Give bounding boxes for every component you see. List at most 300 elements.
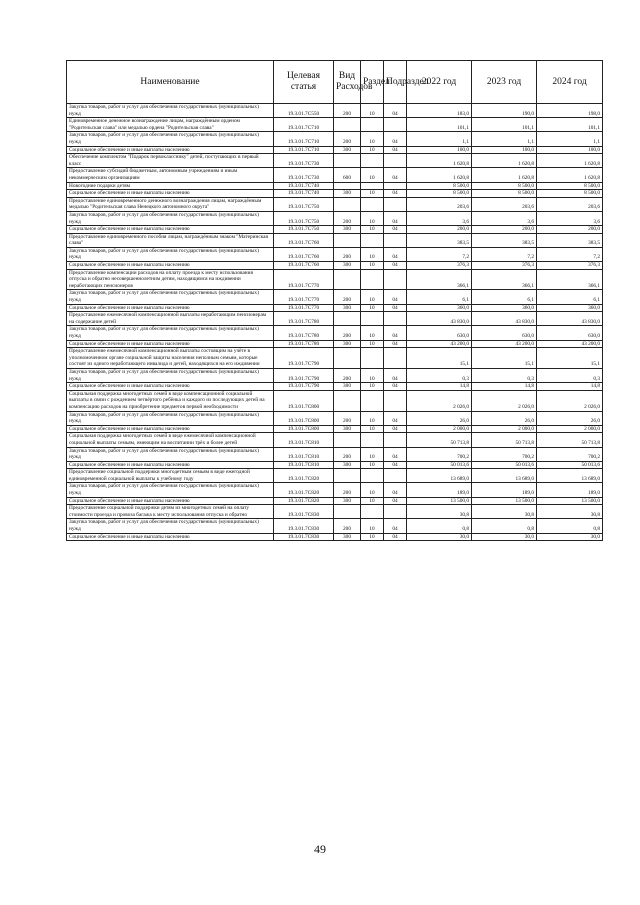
cell-2023: 15,1 xyxy=(472,348,537,369)
cell-section: 10 xyxy=(361,383,384,391)
table-row xyxy=(67,304,603,312)
cell-subsection xyxy=(384,154,407,168)
cell-target: 19.3.01.7С810 xyxy=(274,461,334,469)
cell-2022: 8 500,0 xyxy=(407,190,472,198)
cell-name: Закупка товаров, работ и услуг для обеспечения государственных (муниципальных) нужд xyxy=(67,447,274,461)
cell-kind: 200 xyxy=(334,104,361,118)
cell-target: 19.3.01.7С750 xyxy=(274,211,334,225)
cell-name: Предоставление компенсации расходов на оплату проезда к месту использования отпуска и обратно несовершеннолетним детям, находящимся на иждивении неработающих пенсионеров xyxy=(67,269,274,290)
cell-subsection: 04 xyxy=(384,519,407,533)
cell-2022: 200,0 xyxy=(407,226,472,234)
cell-2024: 8 500,0 xyxy=(537,182,603,190)
cell-2024: 101,1 xyxy=(537,118,603,132)
cell-name: Социальное обеспечение и иные выплаты населению xyxy=(67,425,274,433)
cell-2024: 26,0 xyxy=(537,411,603,425)
cell-subsection xyxy=(384,233,407,247)
cell-subsection: 04 xyxy=(384,146,407,154)
cell-target: 19.3.01.7С760 xyxy=(274,233,334,247)
cell-2024: 13 500,0 xyxy=(537,497,603,505)
table-row xyxy=(67,368,603,382)
cell-section xyxy=(361,312,384,326)
cell-2024: 189,0 xyxy=(537,483,603,497)
cell-2024: 3,6 xyxy=(537,211,603,225)
cell-target: 19.3.01.7С790 xyxy=(274,383,334,391)
table-row xyxy=(67,290,603,304)
cell-name: Закупка товаров, работ и услуг для обеспечения государственных (муниципальных) нужд xyxy=(67,326,274,340)
cell-name: Предоставление ежемесячной компенсационной выплаты состоящим на учёте в уполномоченном органе социальной защиты населения неполным семьям, которые состоят из одного неработающего инвалида и детей, находящихся на его иждивении xyxy=(67,348,274,369)
cell-name: Закупка товаров, работ и услуг для обеспечения государственных (муниципальных) нужд xyxy=(67,519,274,533)
cell-2022: 2 026,0 xyxy=(407,390,472,411)
cell-2024: 100,0 xyxy=(537,146,603,154)
cell-section: 10 xyxy=(361,497,384,505)
cell-name: Закупка товаров, работ и услуг для обеспечения государственных (муниципальных) нужд xyxy=(67,368,274,382)
cell-target: 19.3.01.7С710 xyxy=(274,118,334,132)
cell-name: Социальное обеспечение и иные выплаты населению xyxy=(67,497,274,505)
cell-2024: 1 620,8 xyxy=(537,154,603,168)
cell-subsection: 04 xyxy=(384,461,407,469)
cell-2023: 30,0 xyxy=(472,533,537,541)
cell-target: 19.3.01.7С730 xyxy=(274,154,334,168)
cell-section: 10 xyxy=(361,533,384,541)
cell-target: 19.3.01.7С820 xyxy=(274,497,334,505)
cell-subsection: 04 xyxy=(384,262,407,270)
cell-name: Закупка товаров, работ и услуг для обеспечения государственных (муниципальных) нужд xyxy=(67,483,274,497)
cell-2023: 6,1 xyxy=(472,290,537,304)
cell-section: 10 xyxy=(361,483,384,497)
table-row xyxy=(67,348,603,369)
cell-2024: 0,3 xyxy=(537,368,603,382)
cell-name: Социальное обеспечение и иные выплаты населению xyxy=(67,461,274,469)
cell-subsection: 04 xyxy=(384,326,407,340)
cell-subsection xyxy=(384,197,407,211)
cell-2024: 0,8 xyxy=(537,519,603,533)
cell-target: 19.3.01.7С770 xyxy=(274,269,334,290)
cell-target: 19.3.01.7С790 xyxy=(274,348,334,369)
cell-subsection xyxy=(384,269,407,290)
table-row xyxy=(67,519,603,533)
cell-target: 19.3.01.7С550 xyxy=(274,104,334,118)
table-row xyxy=(67,104,603,118)
cell-kind xyxy=(334,118,361,132)
cell-target: 19.3.01.7С750 xyxy=(274,197,334,211)
cell-2022: 366,1 xyxy=(407,269,472,290)
cell-2024: 700,2 xyxy=(537,447,603,461)
table-body xyxy=(67,104,603,541)
cell-target: 19.3.01.7С730 xyxy=(274,168,334,182)
cell-2023: 366,1 xyxy=(472,269,537,290)
cell-kind: 200 xyxy=(334,447,361,461)
cell-subsection: 04 xyxy=(384,483,407,497)
cell-kind xyxy=(334,390,361,411)
cell-name: Социальное обеспечение и иные выплаты населению xyxy=(67,533,274,541)
cell-section: 10 xyxy=(361,190,384,198)
cell-section xyxy=(361,348,384,369)
cell-kind: 200 xyxy=(334,368,361,382)
cell-2022: 630,0 xyxy=(407,326,472,340)
cell-2022: 360,0 xyxy=(407,304,472,312)
table-row xyxy=(67,132,603,146)
cell-kind: 300 xyxy=(334,340,361,348)
cell-2022: 26,0 xyxy=(407,411,472,425)
table-row xyxy=(67,168,603,182)
cell-kind xyxy=(334,348,361,369)
table-row xyxy=(67,226,603,234)
cell-2022: 189,0 xyxy=(407,483,472,497)
cell-2023: 50 013,6 xyxy=(472,461,537,469)
cell-target: 19.3.01.7С780 xyxy=(274,326,334,340)
cell-kind: 600 xyxy=(334,168,361,182)
cell-2022: 50 013,6 xyxy=(407,461,472,469)
cell-target: 19.3.01.7С800 xyxy=(274,425,334,433)
cell-section: 10 xyxy=(361,461,384,469)
cell-subsection: 04 xyxy=(384,168,407,182)
cell-kind: 200 xyxy=(334,411,361,425)
cell-2024: 198,0 xyxy=(537,104,603,118)
cell-subsection xyxy=(384,312,407,326)
cell-kind xyxy=(334,182,361,190)
cell-kind: 300 xyxy=(334,461,361,469)
table-row xyxy=(67,262,603,270)
cell-subsection xyxy=(384,469,407,483)
cell-name: Новогодние подарки детям xyxy=(67,182,274,190)
cell-2023: 30,8 xyxy=(472,505,537,519)
cell-kind: 200 xyxy=(334,211,361,225)
cell-target: 19.3.01.7С810 xyxy=(274,433,334,447)
cell-subsection: 04 xyxy=(384,368,407,382)
header-target: Целевая статья xyxy=(274,61,334,104)
cell-section: 10 xyxy=(361,132,384,146)
cell-kind: 200 xyxy=(334,483,361,497)
cell-kind: 300 xyxy=(334,146,361,154)
table-row xyxy=(67,469,603,483)
cell-2024: 30,8 xyxy=(537,505,603,519)
cell-kind: 300 xyxy=(334,497,361,505)
cell-target: 19.3.01.7С760 xyxy=(274,262,334,270)
cell-subsection: 04 xyxy=(384,497,407,505)
cell-name: Предоставление социальной поддержки многодетным семьям в виде ежегодной единовременной социальной выплаты к учебному году xyxy=(67,469,274,483)
cell-kind: 300 xyxy=(334,533,361,541)
cell-2022: 43 200,0 xyxy=(407,340,472,348)
cell-name: Обеспечение комплектом "Подарок первокласснику" детей, поступающих в первый класс xyxy=(67,154,274,168)
cell-target: 19.3.01.7С740 xyxy=(274,190,334,198)
cell-2022: 100,0 xyxy=(407,146,472,154)
cell-2023: 100,0 xyxy=(472,146,537,154)
cell-target: 19.3.01.7С780 xyxy=(274,340,334,348)
cell-subsection: 04 xyxy=(384,132,407,146)
table-row xyxy=(67,326,603,340)
table-row xyxy=(67,247,603,261)
cell-name: Социальное обеспечение и иные выплаты населению xyxy=(67,146,274,154)
cell-2023: 383,5 xyxy=(472,233,537,247)
cell-subsection: 04 xyxy=(384,411,407,425)
cell-section xyxy=(361,505,384,519)
cell-section xyxy=(361,269,384,290)
cell-2024: 366,1 xyxy=(537,269,603,290)
cell-2024: 360,0 xyxy=(537,304,603,312)
table-row xyxy=(67,340,603,348)
cell-target: 19.3.01.7С780 xyxy=(274,312,334,326)
cell-2022: 30,0 xyxy=(407,533,472,541)
cell-2024: 6,1 xyxy=(537,290,603,304)
cell-subsection xyxy=(384,433,407,447)
cell-2023: 376,3 xyxy=(472,262,537,270)
table-row xyxy=(67,233,603,247)
cell-2023: 14,8 xyxy=(472,383,537,391)
cell-section: 10 xyxy=(361,146,384,154)
cell-kind xyxy=(334,197,361,211)
cell-subsection: 04 xyxy=(384,247,407,261)
cell-name: Закупка товаров, работ и услуг для обеспечения государственных (муниципальных) нужд xyxy=(67,247,274,261)
cell-section xyxy=(361,197,384,211)
cell-kind: 200 xyxy=(334,290,361,304)
cell-2023: 190,0 xyxy=(472,104,537,118)
cell-2024: 50 013,6 xyxy=(537,461,603,469)
cell-target: 19.3.01.7С830 xyxy=(274,533,334,541)
cell-name: Закупка товаров, работ и услуг для обеспечения государственных (муниципальных) нужд xyxy=(67,132,274,146)
cell-2023: 43 830,0 xyxy=(472,312,537,326)
table-row xyxy=(67,497,603,505)
cell-section xyxy=(361,469,384,483)
cell-2024: 203,6 xyxy=(537,197,603,211)
cell-subsection: 04 xyxy=(384,190,407,198)
cell-section: 10 xyxy=(361,447,384,461)
cell-kind: 300 xyxy=(334,304,361,312)
cell-2022: 30,8 xyxy=(407,505,472,519)
cell-2023: 3,6 xyxy=(472,211,537,225)
cell-2024: 43 830,0 xyxy=(537,312,603,326)
cell-2024: 630,0 xyxy=(537,326,603,340)
table-row xyxy=(67,269,603,290)
cell-kind: 300 xyxy=(334,383,361,391)
cell-2022: 183,0 xyxy=(407,104,472,118)
cell-2022: 43 830,0 xyxy=(407,312,472,326)
cell-name: Социальное обеспечение и иные выплаты населению xyxy=(67,190,274,198)
cell-name: Закупка товаров, работ и услуг для обеспечения государственных (муниципальных) нужд xyxy=(67,290,274,304)
table-row xyxy=(67,505,603,519)
cell-target: 19.3.01.7С770 xyxy=(274,304,334,312)
cell-2023: 189,0 xyxy=(472,483,537,497)
cell-subsection: 04 xyxy=(384,340,407,348)
cell-2024: 2 026,0 xyxy=(537,390,603,411)
table-header-row xyxy=(67,61,603,104)
cell-2022: 383,5 xyxy=(407,233,472,247)
cell-kind: 300 xyxy=(334,262,361,270)
table-row xyxy=(67,312,603,326)
cell-target: 19.3.01.7С750 xyxy=(274,226,334,234)
cell-section: 10 xyxy=(361,211,384,225)
cell-target: 19.3.01.7С800 xyxy=(274,411,334,425)
cell-2022: 8 500,0 xyxy=(407,182,472,190)
cell-2023: 1,1 xyxy=(472,132,537,146)
page-number: 49 xyxy=(314,842,326,856)
cell-2024: 376,3 xyxy=(537,262,603,270)
cell-2023: 43 200,0 xyxy=(472,340,537,348)
cell-section: 10 xyxy=(361,340,384,348)
cell-kind xyxy=(334,312,361,326)
cell-name: Социальная поддержка многодетных семей в виде компенсационной социальной выплаты в связи с рождением четвёртого ребёнка и каждого из последующих детей на компенсацию расходов на приобретение предметов первой необходимости xyxy=(67,390,274,411)
cell-target: 19.3.01.7С770 xyxy=(274,290,334,304)
cell-subsection xyxy=(384,390,407,411)
cell-section: 10 xyxy=(361,411,384,425)
cell-name: Социальное обеспечение и иные выплаты населению xyxy=(67,383,274,391)
cell-2023: 1 620,8 xyxy=(472,154,537,168)
cell-2023: 0,3 xyxy=(472,368,537,382)
cell-kind xyxy=(334,433,361,447)
cell-kind: 300 xyxy=(334,226,361,234)
table-row xyxy=(67,390,603,411)
cell-subsection xyxy=(384,182,407,190)
header-2022: 2022 год xyxy=(407,61,472,104)
cell-target: 19.3.01.7С800 xyxy=(274,390,334,411)
cell-section xyxy=(361,433,384,447)
cell-target: 19.3.01.7С760 xyxy=(274,247,334,261)
cell-target: 19.3.01.7С830 xyxy=(274,505,334,519)
header-2024: 2024 год xyxy=(537,61,603,104)
header-subsection: Подраздел xyxy=(384,61,407,104)
budget-table xyxy=(66,60,603,541)
cell-subsection: 04 xyxy=(384,226,407,234)
table-row xyxy=(67,447,603,461)
cell-section: 10 xyxy=(361,262,384,270)
cell-kind: 200 xyxy=(334,247,361,261)
cell-subsection: 04 xyxy=(384,290,407,304)
cell-section xyxy=(361,154,384,168)
cell-2023: 203,6 xyxy=(472,197,537,211)
cell-name: Закупка товаров, работ и услуг для обеспечения государственных (муниципальных) нужд xyxy=(67,104,274,118)
cell-2022: 13 689,0 xyxy=(407,469,472,483)
cell-target: 19.3.01.7С830 xyxy=(274,519,334,533)
cell-target: 19.3.01.7С810 xyxy=(274,447,334,461)
cell-section xyxy=(361,233,384,247)
cell-name: Предоставление субсидий бюджетным, автономным учреждениям и иным некоммерческим организациям xyxy=(67,168,274,182)
cell-kind xyxy=(334,505,361,519)
cell-2024: 383,5 xyxy=(537,233,603,247)
cell-target: 19.3.01.7С710 xyxy=(274,146,334,154)
cell-2023: 8 500,0 xyxy=(472,182,537,190)
cell-2022: 203,6 xyxy=(407,197,472,211)
cell-2024: 7,2 xyxy=(537,247,603,261)
cell-2022: 3,6 xyxy=(407,211,472,225)
table-row xyxy=(67,411,603,425)
cell-2022: 15,1 xyxy=(407,348,472,369)
cell-2024: 1 620,8 xyxy=(537,168,603,182)
cell-target: 19.3.01.7С790 xyxy=(274,368,334,382)
cell-2024: 30,0 xyxy=(537,533,603,541)
cell-2022: 13 500,0 xyxy=(407,497,472,505)
cell-subsection xyxy=(384,505,407,519)
cell-2023: 2 026,0 xyxy=(472,390,537,411)
table-row xyxy=(67,483,603,497)
cell-section: 10 xyxy=(361,247,384,261)
cell-kind: 300 xyxy=(334,425,361,433)
cell-2024: 8 500,0 xyxy=(537,190,603,198)
cell-name: Социальное обеспечение и иные выплаты населению xyxy=(67,304,274,312)
table-row xyxy=(67,461,603,469)
cell-2022: 1 620,8 xyxy=(407,168,472,182)
cell-section: 10 xyxy=(361,104,384,118)
cell-name: Социальное обеспечение и иные выплаты населению xyxy=(67,262,274,270)
cell-2022: 2 000,0 xyxy=(407,425,472,433)
cell-section: 10 xyxy=(361,226,384,234)
table-row xyxy=(67,182,603,190)
cell-2023: 700,2 xyxy=(472,447,537,461)
cell-2022: 1 620,8 xyxy=(407,154,472,168)
cell-kind: 300 xyxy=(334,190,361,198)
cell-subsection: 04 xyxy=(384,304,407,312)
cell-section: 10 xyxy=(361,425,384,433)
cell-section: 10 xyxy=(361,290,384,304)
cell-2022: 6,1 xyxy=(407,290,472,304)
cell-2024: 2 000,0 xyxy=(537,425,603,433)
cell-kind xyxy=(334,233,361,247)
table-row xyxy=(67,190,603,198)
document-page xyxy=(66,60,602,541)
cell-2023: 8 500,0 xyxy=(472,190,537,198)
cell-2022: 1,1 xyxy=(407,132,472,146)
header-kind: Вид Расходов xyxy=(334,61,361,104)
cell-2023: 1 620,8 xyxy=(472,168,537,182)
cell-2023: 26,0 xyxy=(472,411,537,425)
cell-name: Социальная поддержка многодетных семей в виде ежемесячной компенсационной социальной выплаты семьям, имеющим на воспитании трёх и более детей xyxy=(67,433,274,447)
cell-name: Закупка товаров, работ и услуг для обеспечения государственных (муниципальных) нужд xyxy=(67,211,274,225)
cell-subsection: 04 xyxy=(384,447,407,461)
cell-2022: 101,1 xyxy=(407,118,472,132)
cell-section xyxy=(361,390,384,411)
table-row xyxy=(67,533,603,541)
header-section: Раздел xyxy=(361,61,384,104)
table-row xyxy=(67,433,603,447)
table-row xyxy=(67,425,603,433)
cell-2023: 2 000,0 xyxy=(472,425,537,433)
cell-2024: 200,0 xyxy=(537,226,603,234)
cell-2022: 14,8 xyxy=(407,383,472,391)
cell-name: Социальное обеспечение и иные выплаты населению xyxy=(67,340,274,348)
cell-target: 19.3.01.7С820 xyxy=(274,483,334,497)
cell-section xyxy=(361,118,384,132)
cell-2024: 14,8 xyxy=(537,383,603,391)
table-row xyxy=(67,211,603,225)
cell-section: 10 xyxy=(361,368,384,382)
cell-name: Предоставление социальной поддержки детям из многодетных семей на оплату стоимости проезда и провоза багажа к месту использования отпуска и обратно xyxy=(67,505,274,519)
cell-2024: 15,1 xyxy=(537,348,603,369)
cell-subsection: 04 xyxy=(384,425,407,433)
cell-2023: 0,8 xyxy=(472,519,537,533)
cell-2023: 360,0 xyxy=(472,304,537,312)
cell-section: 10 xyxy=(361,304,384,312)
cell-2022: 7,2 xyxy=(407,247,472,261)
cell-2024: 43 200,0 xyxy=(537,340,603,348)
cell-2023: 13 689,0 xyxy=(472,469,537,483)
cell-target: 19.3.01.7С710 xyxy=(274,132,334,146)
cell-2023: 200,0 xyxy=(472,226,537,234)
cell-2022: 50 713,8 xyxy=(407,433,472,447)
cell-2022: 700,2 xyxy=(407,447,472,461)
cell-2022: 376,3 xyxy=(407,262,472,270)
cell-name: Предоставление единовременного денежного вознаграждения лицам, награждённым медалью "Родительская слава Ненецкого автономного округа" xyxy=(67,197,274,211)
cell-name: Предоставление ежемесячной компенсационной выплаты неработающим пенсионерам на содержание детей xyxy=(67,312,274,326)
cell-kind xyxy=(334,269,361,290)
cell-subsection: 04 xyxy=(384,533,407,541)
cell-subsection: 04 xyxy=(384,383,407,391)
table-row xyxy=(67,154,603,168)
table-row xyxy=(67,383,603,391)
cell-section: 10 xyxy=(361,519,384,533)
cell-subsection: 04 xyxy=(384,211,407,225)
cell-target: 19.3.01.7С820 xyxy=(274,469,334,483)
header-name: Наименование xyxy=(67,61,274,104)
cell-name: Социальное обеспечение и иные выплаты населению xyxy=(67,226,274,234)
table-row xyxy=(67,146,603,154)
